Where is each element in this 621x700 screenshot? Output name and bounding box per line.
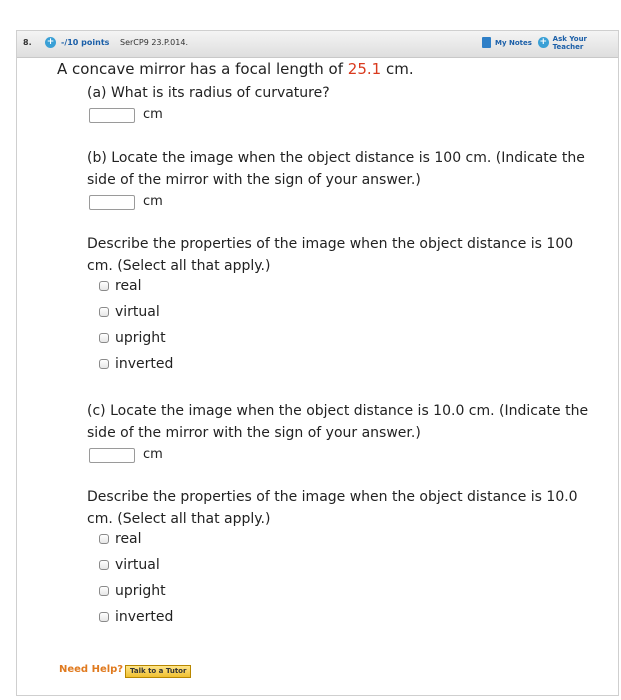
part-b-option-virtual[interactable]: virtual xyxy=(99,304,160,320)
talk-to-tutor-button[interactable]: Talk to a Tutor xyxy=(125,665,191,678)
part-b-option-real[interactable]: real xyxy=(99,278,142,294)
checkbox[interactable] xyxy=(99,586,109,596)
checkbox[interactable] xyxy=(99,307,109,317)
my-notes-label: My Notes xyxy=(495,38,532,47)
checkbox[interactable] xyxy=(99,612,109,622)
checkbox[interactable] xyxy=(99,281,109,291)
part-c-describe-line2: cm. (Select all that apply.) xyxy=(87,511,271,527)
part-b-option-inverted[interactable]: inverted xyxy=(99,356,173,372)
plus-circle-icon[interactable]: + xyxy=(46,37,55,47)
question-code: SerCP9 23.P.014. xyxy=(120,38,188,47)
part-a-unit: cm xyxy=(143,107,163,122)
part-c-option-upright[interactable]: upright xyxy=(99,583,166,599)
checkbox[interactable] xyxy=(99,534,109,544)
part-c-describe-line1: Describe the properties of the image when the object distance is 10.0 xyxy=(87,489,578,505)
part-b-answer-input[interactable] xyxy=(89,195,135,210)
part-b-unit: cm xyxy=(143,194,163,209)
checkbox[interactable] xyxy=(99,333,109,343)
notes-icon xyxy=(482,37,491,48)
part-c-option-inverted[interactable]: inverted xyxy=(99,609,173,625)
plus-circle-icon: + xyxy=(539,37,548,47)
question-header xyxy=(17,31,618,58)
part-c-answer-input[interactable] xyxy=(89,448,135,463)
part-a-question: (a) What is its radius of curvature? xyxy=(87,85,330,101)
ask-teacher-label: Ask Your Teacher xyxy=(552,34,588,51)
my-notes-button[interactable] xyxy=(482,36,532,49)
part-b-question-line1: (b) Locate the image when the object distance is 100 cm. (Indicate the xyxy=(87,150,585,166)
part-c-unit: cm xyxy=(143,447,163,462)
part-b-describe-line2: cm. (Select all that apply.) xyxy=(87,258,271,274)
question-number: 8. xyxy=(23,38,32,47)
part-b-describe-line1: Describe the properties of the image when the object distance is 100 xyxy=(87,236,574,252)
part-c-question-line1: (c) Locate the image when the object distance is 10.0 cm. (Indicate the xyxy=(87,403,589,419)
part-c-option-virtual[interactable]: virtual xyxy=(99,557,160,573)
need-help-label: Need Help? xyxy=(59,664,124,675)
part-b-question-line2: side of the mirror with the sign of your answer.) xyxy=(87,172,421,188)
points-label: -/10 points xyxy=(61,38,110,47)
checkbox[interactable] xyxy=(99,359,109,369)
ask-teacher-button[interactable] xyxy=(538,36,618,49)
part-b-option-upright[interactable]: upright xyxy=(99,330,166,346)
problem-statement: A concave mirror has a focal length of 25.1 cm. xyxy=(57,60,414,78)
part-a-answer-input[interactable] xyxy=(89,108,135,123)
question-card xyxy=(16,30,619,696)
part-c-question-line2: side of the mirror with the sign of your answer.) xyxy=(87,425,421,441)
checkbox[interactable] xyxy=(99,560,109,570)
focal-length-value: 25.1 xyxy=(347,60,382,78)
part-c-option-real[interactable]: real xyxy=(99,531,142,547)
